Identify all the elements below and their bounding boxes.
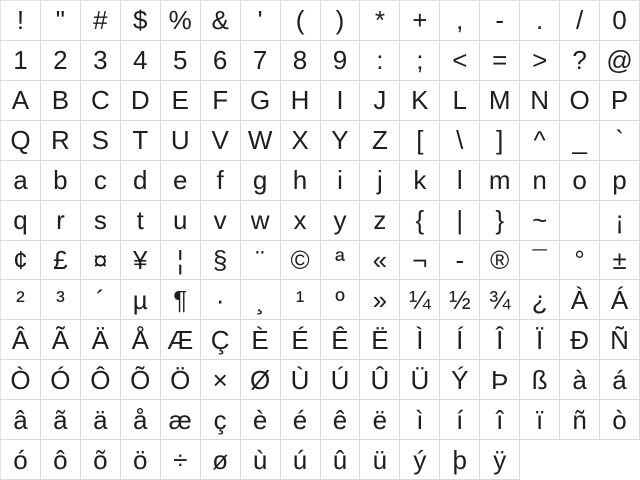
glyph-cell[interactable]: Ë [360,320,400,360]
glyph-cell[interactable]: y [321,201,361,241]
glyph-cell[interactable]: a [1,161,41,201]
glyph-cell[interactable]: s [81,201,121,241]
glyph-cell[interactable]: Ù [281,360,321,400]
glyph-cell[interactable]: è [241,400,281,440]
glyph-cell[interactable]: ( [281,1,321,41]
glyph-cell[interactable]: © [281,241,321,281]
glyph-cell[interactable]: ± [600,241,640,281]
glyph-cell[interactable]: Ì [400,320,440,360]
glyph-cell[interactable]: \ [440,121,480,161]
glyph-cell[interactable]: J [360,81,400,121]
glyph-cell[interactable]: Æ [161,320,201,360]
glyph-cell[interactable]: Ð [560,320,600,360]
glyph-cell[interactable]: w [241,201,281,241]
glyph-cell[interactable]: ì [400,400,440,440]
glyph-cell[interactable]: ú [281,440,321,480]
glyph-cell[interactable]: 2 [41,41,81,81]
glyph-cell[interactable]: M [480,81,520,121]
glyph-cell[interactable]: L [440,81,480,121]
glyph-cell[interactable]: i [321,161,361,201]
glyph-cell[interactable]: á [600,360,640,400]
glyph-cell[interactable]: ç [201,400,241,440]
glyph-cell[interactable]: ¡ [600,201,640,241]
glyph-cell[interactable]: V [201,121,241,161]
glyph-cell[interactable]: $ [121,1,161,41]
glyph-cell[interactable]: g [241,161,281,201]
glyph-cell[interactable]: Î [480,320,520,360]
glyph-cell[interactable]: ÷ [161,440,201,480]
glyph-cell[interactable]: ã [41,400,81,440]
glyph-cell[interactable]: ` [600,121,640,161]
glyph-cell[interactable]: { [400,201,440,241]
glyph-cell[interactable]: ä [81,400,121,440]
glyph-cell[interactable]: X [281,121,321,161]
glyph-cell[interactable]: Å [121,320,161,360]
glyph-cell[interactable]: Ñ [600,320,640,360]
glyph-cell[interactable]: ¹ [281,280,321,320]
glyph-cell[interactable]: å [121,400,161,440]
glyph-cell[interactable]: À [560,280,600,320]
glyph-cell[interactable]: Ú [321,360,361,400]
glyph-cell[interactable]: r [41,201,81,241]
glyph-cell[interactable]: & [201,1,241,41]
glyph-cell[interactable]: â [1,400,41,440]
glyph-cell[interactable]: b [41,161,81,201]
glyph-cell[interactable]: t [121,201,161,241]
glyph-cell[interactable]: D [121,81,161,121]
glyph-cell[interactable]: Í [440,320,480,360]
glyph-cell[interactable]: R [41,121,81,161]
glyph-cell-empty[interactable] [560,201,600,241]
glyph-cell[interactable]: S [81,121,121,161]
glyph-cell[interactable]: ° [560,241,600,281]
glyph-cell[interactable]: # [81,1,121,41]
glyph-cell[interactable]: é [281,400,321,440]
glyph-cell[interactable]: Ü [400,360,440,400]
glyph-cell[interactable]: 7 [241,41,281,81]
glyph-cell[interactable]: _ [560,121,600,161]
glyph-cell[interactable]: h [281,161,321,201]
glyph-cell[interactable]: Û [360,360,400,400]
glyph-cell[interactable]: ¼ [400,280,440,320]
glyph-cell[interactable]: ë [360,400,400,440]
glyph-cell[interactable]: × [201,360,241,400]
glyph-cell[interactable]: ¦ [161,241,201,281]
glyph-cell[interactable]: O [560,81,600,121]
glyph-cell[interactable]: E [161,81,201,121]
glyph-cell[interactable]: ¶ [161,280,201,320]
glyph-cell[interactable]: õ [81,440,121,480]
glyph-cell[interactable]: ý [400,440,440,480]
glyph-cell[interactable]: Y [321,121,361,161]
glyph-cell[interactable]: ´ [81,280,121,320]
glyph-cell[interactable]: z [360,201,400,241]
glyph-cell[interactable]: î [480,400,520,440]
glyph-cell[interactable]: ü [360,440,400,480]
glyph-cell[interactable]: @ [600,41,640,81]
glyph-cell[interactable]: ø [201,440,241,480]
glyph-cell[interactable]: - [440,241,480,281]
glyph-cell[interactable]: l [440,161,480,201]
glyph-cell[interactable]: p [600,161,640,201]
glyph-cell[interactable]: Ó [41,360,81,400]
glyph-cell[interactable]: } [480,201,520,241]
glyph-cell[interactable]: û [321,440,361,480]
glyph-cell[interactable]: à [560,360,600,400]
glyph-cell[interactable]: > [520,41,560,81]
glyph-cell[interactable]: U [161,121,201,161]
glyph-cell[interactable]: , [440,1,480,41]
glyph-cell[interactable]: T [121,121,161,161]
glyph-cell[interactable]: ! [1,1,41,41]
glyph-cell[interactable]: " [41,1,81,41]
glyph-cell[interactable]: ½ [440,280,480,320]
glyph-cell[interactable]: N [520,81,560,121]
glyph-cell[interactable]: ï [520,400,560,440]
glyph-cell[interactable]: ) [321,1,361,41]
glyph-cell[interactable]: % [161,1,201,41]
glyph-cell[interactable]: í [440,400,480,440]
glyph-cell[interactable]: e [161,161,201,201]
glyph-cell[interactable]: ê [321,400,361,440]
glyph-cell[interactable]: ª [321,241,361,281]
glyph-cell[interactable]: · [201,280,241,320]
glyph-cell[interactable]: Ã [41,320,81,360]
glyph-cell[interactable]: ö [121,440,161,480]
glyph-cell[interactable]: ] [480,121,520,161]
glyph-cell[interactable]: ¨ [241,241,281,281]
glyph-cell[interactable]: ÿ [480,440,520,480]
glyph-cell[interactable]: m [480,161,520,201]
glyph-cell[interactable]: Ê [321,320,361,360]
glyph-cell[interactable]: Ý [440,360,480,400]
glyph-cell[interactable]: < [440,41,480,81]
glyph-cell[interactable]: k [400,161,440,201]
glyph-cell[interactable]: § [201,241,241,281]
glyph-cell[interactable]: + [400,1,440,41]
glyph-cell[interactable]: 6 [201,41,241,81]
glyph-cell[interactable]: Ò [1,360,41,400]
glyph-cell[interactable]: v [201,201,241,241]
glyph-cell[interactable]: ¾ [480,280,520,320]
glyph-cell[interactable]: . [520,1,560,41]
glyph-cell[interactable]: ñ [560,400,600,440]
glyph-cell[interactable]: ' [241,1,281,41]
glyph-cell[interactable]: É [281,320,321,360]
glyph-cell[interactable]: Ï [520,320,560,360]
glyph-cell[interactable]: I [321,81,361,121]
glyph-cell[interactable]: P [600,81,640,121]
glyph-cell[interactable]: F [201,81,241,121]
glyph-cell[interactable]: | [440,201,480,241]
glyph-cell[interactable]: 5 [161,41,201,81]
glyph-cell[interactable]: [ [400,121,440,161]
glyph-cell[interactable]: Ø [241,360,281,400]
glyph-cell[interactable]: u [161,201,201,241]
glyph-cell[interactable]: c [81,161,121,201]
glyph-cell[interactable]: Ç [201,320,241,360]
glyph-cell[interactable]: þ [440,440,480,480]
glyph-cell[interactable]: Þ [480,360,520,400]
glyph-cell[interactable]: ¿ [520,280,560,320]
glyph-cell[interactable]: ß [520,360,560,400]
glyph-cell[interactable]: £ [41,241,81,281]
glyph-cell[interactable]: d [121,161,161,201]
glyph-cell[interactable]: 8 [281,41,321,81]
glyph-cell[interactable]: q [1,201,41,241]
glyph-cell[interactable]: / [560,1,600,41]
glyph-cell[interactable]: 3 [81,41,121,81]
glyph-cell[interactable]: µ [121,280,161,320]
glyph-cell[interactable]: 1 [1,41,41,81]
glyph-cell[interactable]: o [560,161,600,201]
glyph-cell[interactable]: » [360,280,400,320]
glyph-cell[interactable]: G [241,81,281,121]
glyph-cell[interactable]: ¢ [1,241,41,281]
glyph-cell[interactable]: ¥ [121,241,161,281]
glyph-cell[interactable]: 4 [121,41,161,81]
glyph-cell[interactable]: ® [480,241,520,281]
glyph-cell[interactable]: æ [161,400,201,440]
glyph-cell[interactable]: Â [1,320,41,360]
glyph-cell[interactable]: f [201,161,241,201]
glyph-cell[interactable]: ô [41,440,81,480]
glyph-cell[interactable]: : [360,41,400,81]
glyph-cell[interactable]: x [281,201,321,241]
glyph-cell[interactable]: n [520,161,560,201]
glyph-cell[interactable]: = [480,41,520,81]
glyph-cell[interactable]: È [241,320,281,360]
glyph-cell[interactable]: ^ [520,121,560,161]
glyph-cell[interactable]: ~ [520,201,560,241]
glyph-cell[interactable]: Z [360,121,400,161]
glyph-cell[interactable]: * [360,1,400,41]
glyph-cell[interactable]: ¸ [241,280,281,320]
glyph-cell[interactable]: Ö [161,360,201,400]
glyph-cell[interactable]: A [1,81,41,121]
glyph-cell[interactable]: Ä [81,320,121,360]
glyph-cell[interactable]: ³ [41,280,81,320]
glyph-cell[interactable]: ? [560,41,600,81]
glyph-cell[interactable]: K [400,81,440,121]
glyph-cell[interactable]: « [360,241,400,281]
glyph-cell[interactable]: W [241,121,281,161]
glyph-cell[interactable]: ò [600,400,640,440]
glyph-cell[interactable]: ² [1,280,41,320]
glyph-cell[interactable]: ó [1,440,41,480]
glyph-cell[interactable]: - [480,1,520,41]
glyph-cell[interactable]: º [321,280,361,320]
glyph-cell[interactable]: 9 [321,41,361,81]
glyph-cell[interactable]: j [360,161,400,201]
glyph-cell[interactable]: ; [400,41,440,81]
glyph-cell[interactable]: ù [241,440,281,480]
glyph-cell[interactable]: Q [1,121,41,161]
glyph-cell[interactable]: Ô [81,360,121,400]
glyph-cell[interactable]: Õ [121,360,161,400]
glyph-cell[interactable]: H [281,81,321,121]
glyph-cell[interactable]: Á [600,280,640,320]
glyph-cell[interactable]: C [81,81,121,121]
glyph-cell[interactable]: ¯ [520,241,560,281]
glyph-cell[interactable]: B [41,81,81,121]
glyph-cell[interactable]: 0 [600,1,640,41]
glyph-cell[interactable]: ¬ [400,241,440,281]
glyph-cell[interactable]: ¤ [81,241,121,281]
